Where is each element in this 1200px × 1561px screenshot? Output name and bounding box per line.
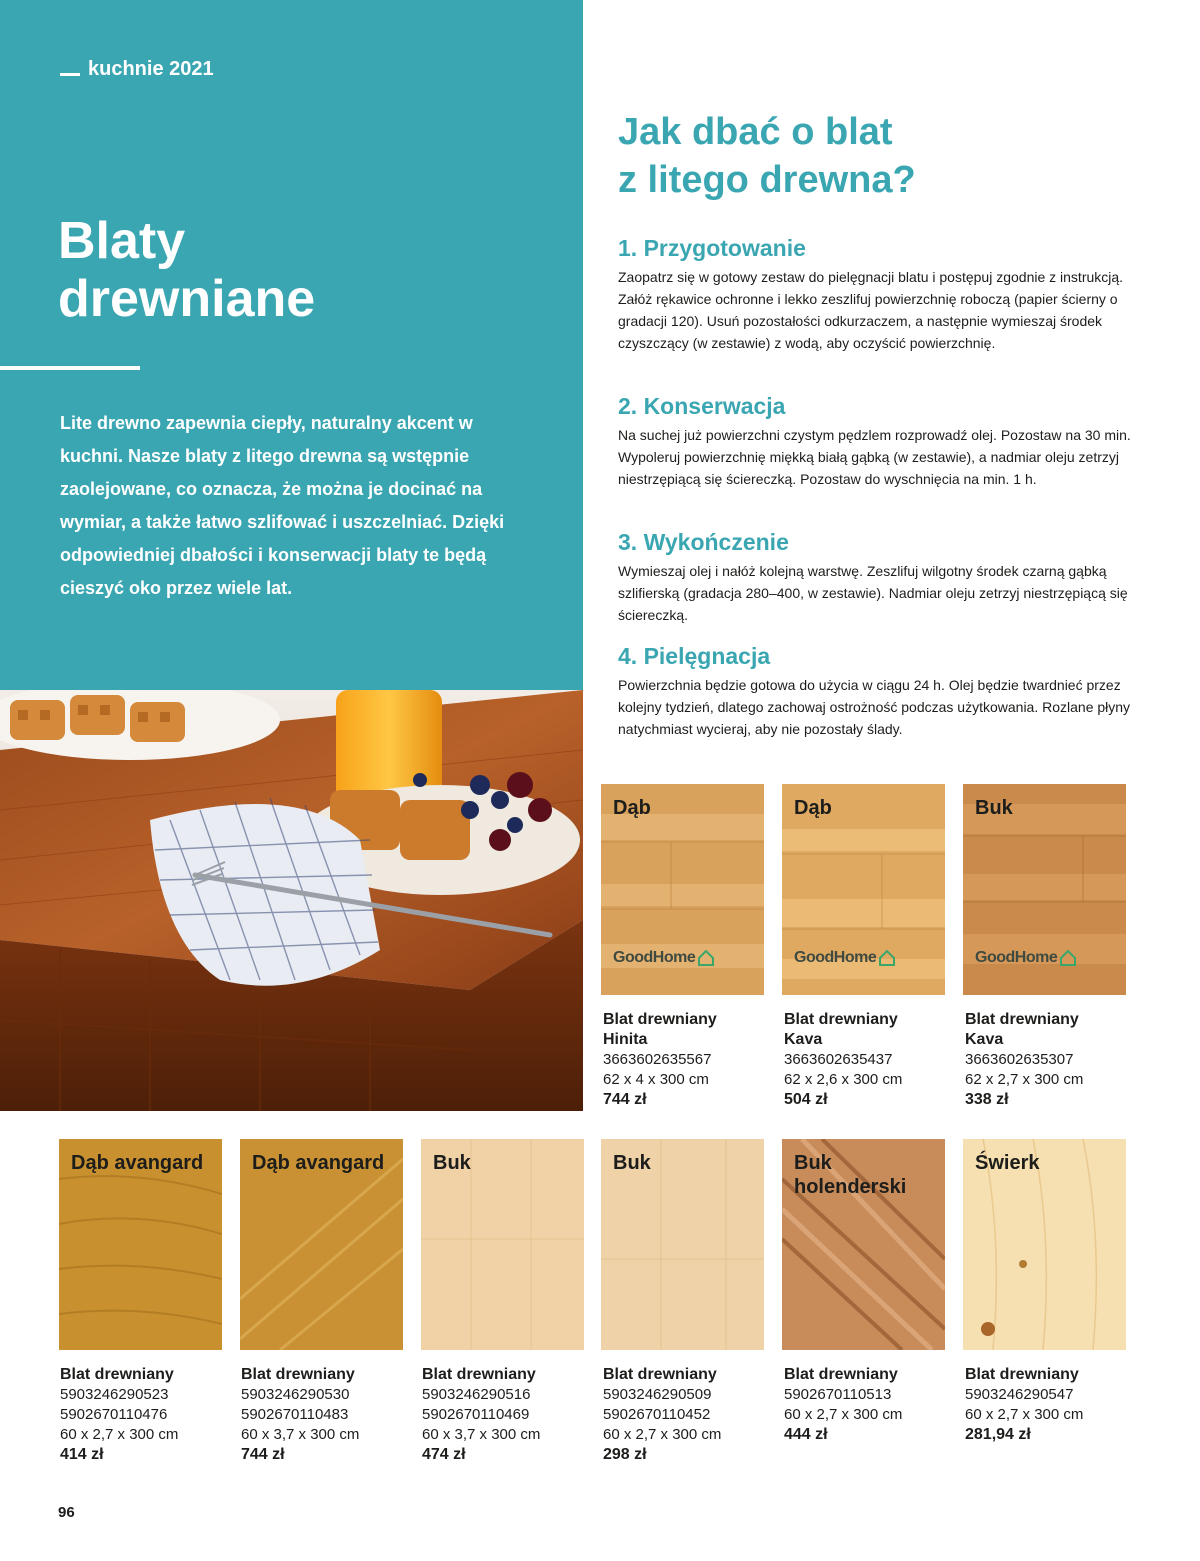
brand-label: GoodHome xyxy=(975,949,1058,966)
swatch-beech-1[interactable] xyxy=(421,1139,584,1350)
swatch-wood-label: Dąb avangard xyxy=(252,1152,385,1174)
countertop-photo-image xyxy=(0,690,583,1111)
product-dimensions: 60 x 2,7 x 300 cm xyxy=(965,1406,1084,1423)
product-variant: Kava xyxy=(784,1031,823,1048)
swatch-oak-avangard-2[interactable] xyxy=(240,1139,403,1350)
goodhome-logo xyxy=(794,949,896,967)
product-code-2: 5902670110452 xyxy=(603,1406,711,1423)
product-code: 3663602635307 xyxy=(965,1051,1074,1068)
product-name: Blat drewniany xyxy=(603,1366,717,1383)
product-code: 5903246290547 xyxy=(965,1386,1074,1403)
swatch-wood-label: Dąb avangard xyxy=(71,1152,204,1174)
product-oak-hinita[interactable] xyxy=(603,1010,773,1110)
product-oak-avangard-1[interactable] xyxy=(60,1365,230,1465)
product-dutch-beech[interactable] xyxy=(784,1365,954,1445)
product-name: Blat drewniany xyxy=(241,1366,355,1383)
product-dimensions: 62 x 4 x 300 cm xyxy=(603,1071,709,1088)
product-name: Blat drewniany xyxy=(603,1011,717,1028)
step-text: Zaopatrz się w gotowy zestaw do pielęgnacji blatu i postępuj zgodnie z instrukcją. Załóż rękawice ochronne i lekko zeszlifuj powierzchnię roboczą (papier ścierny o gradacji 120). Usuń pozostałości odkurzaczem, a następnie wymieszaj środek czyszczący (w zestawie) z wodą, aby oczyścić powierzchnię. xyxy=(618,269,1124,351)
product-name: Blat drewniany xyxy=(965,1011,1079,1028)
product-code: 5902670110513 xyxy=(784,1386,892,1403)
swatch-spruce[interactable] xyxy=(963,1139,1126,1350)
product-price: 338 zł xyxy=(965,1091,1009,1108)
care-title-line2: z litego drewna? xyxy=(618,159,916,201)
product-code-2: 5902670110476 xyxy=(60,1406,168,1423)
product-code: 5903246290523 xyxy=(60,1386,169,1403)
swatch-wood-label: Buk holenderski xyxy=(794,1152,907,1198)
product-name: Blat drewniany xyxy=(784,1366,898,1383)
house-icon xyxy=(1059,949,1077,967)
swatch-wood-label: Świerk xyxy=(975,1152,1040,1174)
page-title-line1: Blaty xyxy=(58,212,186,270)
product-price: 744 zł xyxy=(603,1091,647,1108)
product-price: 281,94 zł xyxy=(965,1426,1031,1443)
product-dimensions: 60 x 3,7 x 300 cm xyxy=(422,1426,541,1443)
care-step-preparation xyxy=(618,234,1158,354)
product-code-2: 5902670110469 xyxy=(422,1406,530,1423)
product-price: 744 zł xyxy=(241,1446,285,1463)
brand-label: GoodHome xyxy=(613,949,696,966)
swatch-wood-label: Buk xyxy=(433,1152,471,1174)
product-dimensions: 62 x 2,6 x 300 cm xyxy=(784,1071,903,1088)
house-icon xyxy=(878,949,896,967)
product-price: 444 zł xyxy=(784,1426,828,1443)
swatch-wood-label: Dąb xyxy=(613,797,651,819)
product-code: 3663602635437 xyxy=(784,1051,893,1068)
page-title-line2: drewniane xyxy=(58,270,316,328)
swatch-beech-2[interactable] xyxy=(601,1139,764,1350)
brand-label: GoodHome xyxy=(794,949,877,966)
care-step-conservation xyxy=(618,392,1158,490)
step-text: Wymieszaj olej i nałóż kolejną warstwę. Zeszlifuj wilgotny środek czarną gąbką szlifierską (gradacja 280–400, w zestawie). Nadmiar oleju zetrzyj niestrzępiącą się ściereczką. xyxy=(618,563,1128,623)
care-title-line1: Jak dbać o blat xyxy=(618,111,893,153)
care-title xyxy=(618,108,916,204)
product-spruce[interactable] xyxy=(965,1365,1135,1445)
swatch-oak-avangard-1[interactable] xyxy=(59,1139,222,1350)
swatch-beech-kava[interactable] xyxy=(963,784,1126,995)
goodhome-logo xyxy=(613,949,715,967)
product-name: Blat drewniany xyxy=(965,1366,1079,1383)
product-beech-1[interactable] xyxy=(422,1365,592,1465)
product-oak-avangard-2[interactable] xyxy=(241,1365,411,1465)
product-code-2: 5902670110483 xyxy=(241,1406,349,1423)
product-dimensions: 62 x 2,7 x 300 cm xyxy=(965,1071,1084,1088)
product-price: 298 zł xyxy=(603,1446,647,1463)
product-code: 5903246290516 xyxy=(422,1386,531,1403)
intro-text: Lite drewno zapewnia ciepły, naturalny akcent w kuchni. Nasze blaty z litego drewna są wstępnie zaolejowane, co oznacza, że można je docinać na wymiar, a także łatwo szlifować i uszczelniać. Dzięki odpowiedniej dbałości i konserwacji blaty te będą cieszyć oko przez wiele lat. xyxy=(60,413,505,598)
product-dimensions: 60 x 2,7 x 300 cm xyxy=(603,1426,722,1443)
product-dimensions: 60 x 3,7 x 300 cm xyxy=(241,1426,360,1443)
care-step-maintenance xyxy=(618,642,1158,740)
step-text: Na suchej już powierzchni czystym pędzlem rozprowadź olej. Pozostaw na 30 min. Wypoleruj powierzchnię miękką białą gąbką (w zestawie), a nadmiar oleju zetrzyj niestrzępiącą się ściereczką. Pozostaw do wyschnięcia na min. 1 h. xyxy=(618,427,1131,487)
product-variant: Hinita xyxy=(603,1031,648,1048)
swatch-oak-kava[interactable] xyxy=(782,784,945,995)
section-tag xyxy=(60,58,214,81)
step-heading: 2. Konserwacja xyxy=(618,393,786,419)
product-dimensions: 60 x 2,7 x 300 cm xyxy=(784,1406,903,1423)
section-dash xyxy=(60,73,80,76)
product-price: 504 zł xyxy=(784,1091,828,1108)
swatch-wood-label: Buk xyxy=(613,1152,651,1174)
section-label: kuchnie 2021 xyxy=(88,58,214,80)
title-divider xyxy=(0,366,140,370)
swatch-oak-hinita[interactable] xyxy=(601,784,764,995)
swatch-wood-label: Dąb xyxy=(794,797,832,819)
product-price: 474 zł xyxy=(422,1446,466,1463)
swatch-dutch-beech[interactable] xyxy=(782,1139,945,1350)
product-price: 414 zł xyxy=(60,1446,104,1463)
product-dimensions: 60 x 2,7 x 300 cm xyxy=(60,1426,179,1443)
page-title xyxy=(58,212,315,328)
product-name: Blat drewniany xyxy=(60,1366,174,1383)
step-heading: 3. Wykończenie xyxy=(618,529,789,555)
product-name: Blat drewniany xyxy=(784,1011,898,1028)
product-code: 5903246290530 xyxy=(241,1386,350,1403)
care-step-finishing xyxy=(618,528,1158,626)
product-beech-2[interactable] xyxy=(603,1365,773,1465)
product-variant: Kava xyxy=(965,1031,1004,1048)
step-text: Powierzchnia będzie gotowa do użycia w ciągu 24 h. Olej będzie twardnieć przez kolejny tydzień, dlatego zachowaj ostrożność podczas użytkowania. Rozlane płyny natychmiast wycieraj, aby nie pozostały ślady. xyxy=(618,677,1131,737)
page-number: 96 xyxy=(58,1504,75,1521)
product-code: 3663602635567 xyxy=(603,1051,712,1068)
product-code: 5903246290509 xyxy=(603,1386,712,1403)
product-name: Blat drewniany xyxy=(422,1366,536,1383)
product-oak-kava[interactable] xyxy=(784,1010,954,1110)
goodhome-logo xyxy=(975,949,1077,967)
house-icon xyxy=(697,949,715,967)
swatch-wood-label: Buk xyxy=(975,797,1013,819)
countertop-photo xyxy=(0,690,583,1111)
step-heading: 1. Przygotowanie xyxy=(618,235,806,261)
step-heading: 4. Pielęgnacja xyxy=(618,643,771,669)
product-beech-kava[interactable] xyxy=(965,1010,1135,1110)
